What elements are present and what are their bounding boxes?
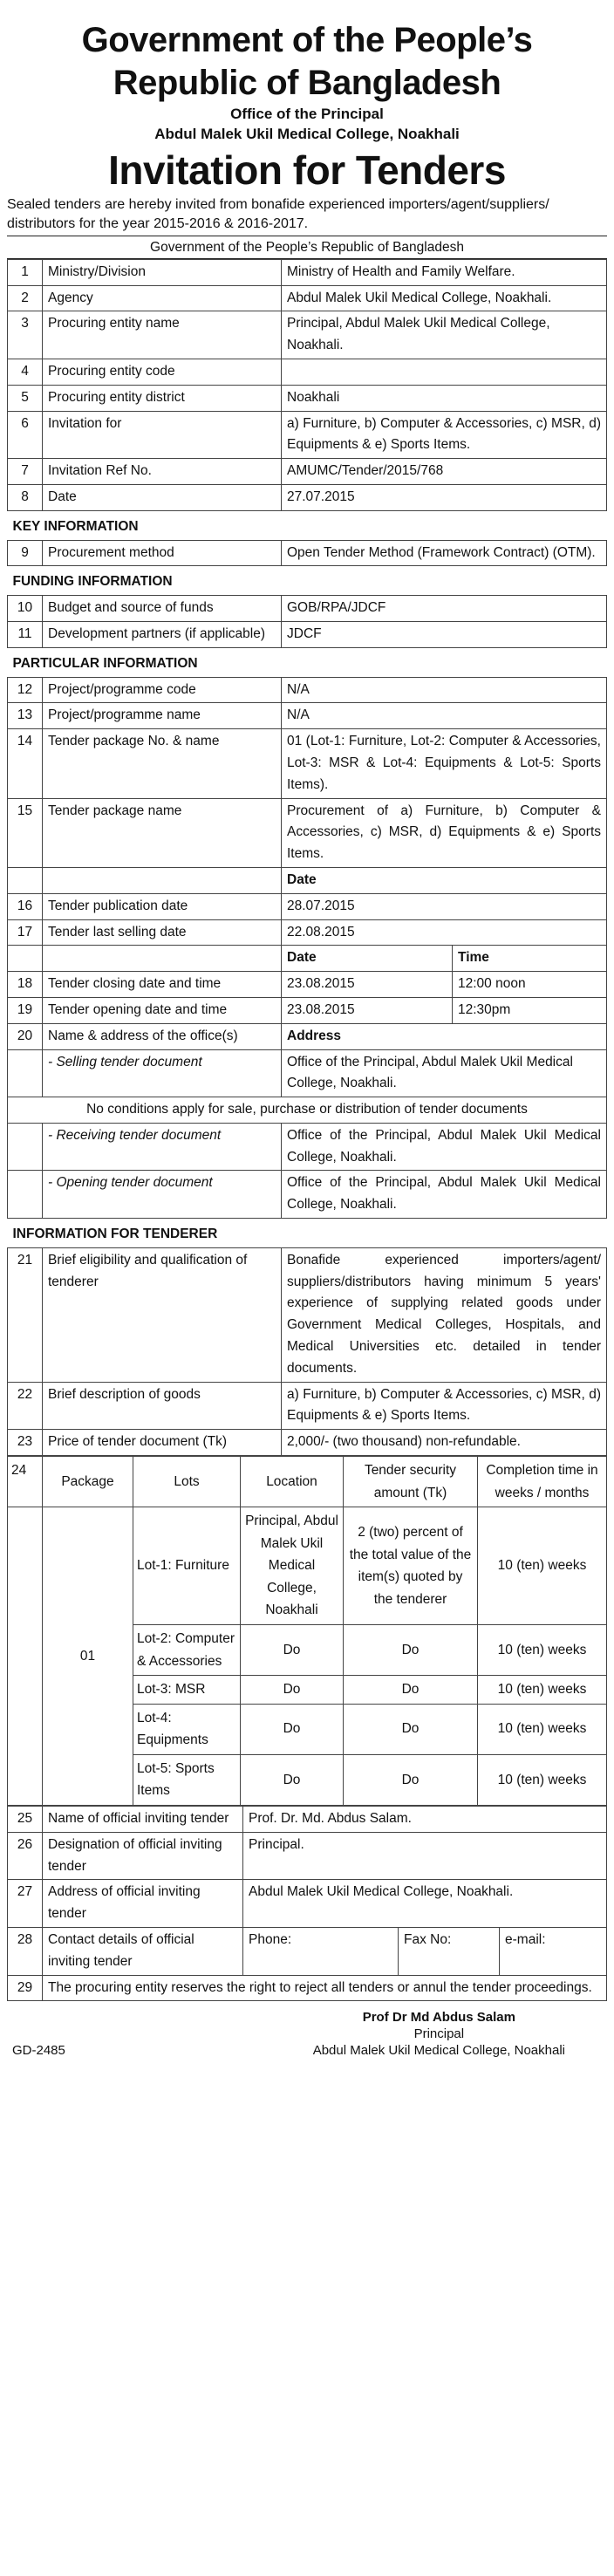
lots-header-completion: Completion time in weeks / months bbox=[478, 1457, 607, 1507]
row-time: 12:00 noon bbox=[453, 972, 607, 998]
table-row bbox=[8, 677, 607, 703]
lot-security: Do bbox=[344, 1754, 478, 1805]
table-row bbox=[8, 1927, 607, 1975]
government-title-line2: Republic of Bangladesh bbox=[113, 63, 501, 102]
lot-name: Lot-3: MSR bbox=[133, 1676, 241, 1705]
table-row bbox=[8, 385, 607, 411]
row-number: 11 bbox=[8, 621, 43, 647]
gd-number: GD-2485 bbox=[12, 2043, 65, 2059]
office-line2: Abdul Malek Ukil Medical College, Noakhali bbox=[154, 125, 460, 142]
table-row bbox=[8, 1023, 607, 1049]
row-number: 7 bbox=[8, 459, 43, 485]
section-heading: INFORMATION FOR TENDERER bbox=[8, 1219, 607, 1248]
row-number: 10 bbox=[8, 596, 43, 622]
signatory-name: Prof Dr Md Abdus Salam bbox=[362, 2010, 515, 2026]
lots-header-lots: Lots bbox=[133, 1457, 241, 1507]
page-title: Invitation for Tenders bbox=[108, 147, 506, 194]
lot-location: Do bbox=[241, 1676, 344, 1705]
row-value: 01 (Lot-1: Furniture, Lot-2: Computer & Accessories, Lot-3: MSR & Lot-4: Equipments & Lot-5: Sports Items). bbox=[282, 729, 607, 798]
row-number: 14 bbox=[8, 729, 43, 798]
row-label: Brief eligibility and qualification of tenderer bbox=[43, 1247, 282, 1382]
signature-area bbox=[7, 2006, 607, 2085]
lot-security: Do bbox=[344, 1704, 478, 1754]
table-row bbox=[8, 1430, 607, 1456]
lots-header-row bbox=[8, 1457, 607, 1507]
row-value: a) Furniture, b) Computer & Accessories, c) MSR, d) Equipments & e) Sports Items. bbox=[282, 411, 607, 459]
table-row bbox=[8, 484, 607, 510]
lot-name: Lot-5: Sports Items bbox=[133, 1754, 241, 1805]
section-heading-row bbox=[8, 510, 607, 540]
government-bar: Government of the People’s Republic of Bangladesh bbox=[7, 236, 607, 259]
government-title-line1: Government of the People’s bbox=[81, 21, 533, 59]
contact-email: e-mail: bbox=[500, 1927, 607, 1975]
row-label: Invitation Ref No. bbox=[43, 459, 282, 485]
lot-completion: 10 (ten) weeks bbox=[478, 1676, 607, 1705]
package-number: 01 bbox=[43, 1507, 133, 1806]
table-row bbox=[8, 411, 607, 459]
row-number: 26 bbox=[8, 1832, 43, 1880]
row-label: Procuring entity code bbox=[43, 359, 282, 385]
lots-header-location: Location bbox=[241, 1457, 344, 1507]
row-value: 28.07.2015 bbox=[282, 893, 607, 919]
row-number: 9 bbox=[8, 540, 43, 566]
table-row bbox=[8, 1507, 607, 1625]
row-label: - Selling tender document bbox=[43, 1049, 282, 1097]
row-value: GOB/RPA/JDCF bbox=[282, 596, 607, 622]
row-label: Tender package name bbox=[43, 798, 282, 867]
row-label: Date bbox=[43, 484, 282, 510]
section-heading: KEY INFORMATION bbox=[8, 510, 607, 540]
row-label: Procuring entity name bbox=[43, 311, 282, 359]
row-number: 22 bbox=[8, 1382, 43, 1430]
row-number: 1 bbox=[8, 259, 43, 285]
contact-phone: Phone: bbox=[243, 1927, 399, 1975]
official-info-table bbox=[7, 1806, 607, 2001]
row-number: 3 bbox=[8, 311, 43, 359]
lot-name: Lot-2: Computer & Accessories bbox=[133, 1624, 241, 1675]
row-label: Price of tender document (Tk) bbox=[43, 1430, 282, 1456]
address-column-heading: Address bbox=[282, 1023, 607, 1049]
row-value: JDCF bbox=[282, 621, 607, 647]
row-label: Tender last selling date bbox=[43, 919, 282, 946]
row-value: The procuring entity reserves the right to reject all tenders or annul the tender proceedings. bbox=[43, 1975, 607, 2001]
row-value: Noakhali bbox=[282, 385, 607, 411]
row-value: N/A bbox=[282, 677, 607, 703]
table-row bbox=[8, 867, 607, 893]
row-label: Name & address of the office(s) bbox=[43, 1023, 282, 1049]
row-label: Budget and source of funds bbox=[43, 596, 282, 622]
row-value: Ministry of Health and Family Welfare. bbox=[282, 259, 607, 285]
table-row bbox=[8, 798, 607, 867]
row-number: 5 bbox=[8, 385, 43, 411]
row-label: Procurement method bbox=[43, 540, 282, 566]
row-number: 13 bbox=[8, 703, 43, 729]
row-number: 12 bbox=[8, 677, 43, 703]
office-line1: Office of the Principal bbox=[230, 105, 384, 122]
government-title bbox=[7, 19, 607, 105]
table-row bbox=[8, 285, 607, 311]
row-label: - Receiving tender document bbox=[43, 1123, 282, 1171]
date-column-heading: Date bbox=[282, 946, 453, 972]
row-number: 6 bbox=[8, 411, 43, 459]
row-value: 27.07.2015 bbox=[282, 484, 607, 510]
row-number: 29 bbox=[8, 1975, 43, 2001]
lot-completion: 10 (ten) weeks bbox=[478, 1507, 607, 1625]
table-row bbox=[8, 1880, 607, 1928]
table-row bbox=[8, 946, 607, 972]
table-row bbox=[8, 1247, 607, 1382]
row-value: Open Tender Method (Framework Contract) (OTM). bbox=[282, 540, 607, 566]
row-label: Tender package No. & name bbox=[43, 729, 282, 798]
lot-location: Do bbox=[241, 1624, 344, 1675]
table-row bbox=[8, 1975, 607, 2001]
row-label: Tender publication date bbox=[43, 893, 282, 919]
row-value: Principal. bbox=[243, 1832, 607, 1880]
lots-header-package: Package bbox=[43, 1457, 133, 1507]
table-row bbox=[8, 1806, 607, 1832]
table-row bbox=[8, 919, 607, 946]
row-value: Office of the Principal, Abdul Malek Ukil Medical College, Noakhali. bbox=[282, 1123, 607, 1171]
row-label: Project/programme name bbox=[43, 703, 282, 729]
table-row bbox=[8, 1049, 607, 1097]
row-number: 16 bbox=[8, 893, 43, 919]
row-number: 15 bbox=[8, 798, 43, 867]
lot-name: Lot-4: Equipments bbox=[133, 1704, 241, 1754]
row-number: 17 bbox=[8, 919, 43, 946]
row-date: 23.08.2015 bbox=[282, 997, 453, 1023]
row-number: 21 bbox=[8, 1247, 43, 1382]
row-value: 2,000/- (two thousand) non-refundable. bbox=[282, 1430, 607, 1456]
row-label: Address of official inviting tender bbox=[43, 1880, 243, 1928]
row-number: 19 bbox=[8, 997, 43, 1023]
tender-info-table bbox=[7, 259, 607, 1456]
row-number: 20 bbox=[8, 1023, 43, 1049]
row-label: - Opening tender document bbox=[43, 1171, 282, 1219]
row-value: Prof. Dr. Md. Abdus Salam. bbox=[243, 1806, 607, 1832]
row-time: 12:30pm bbox=[453, 997, 607, 1023]
section-heading: FUNDING INFORMATION bbox=[8, 566, 607, 596]
lot-name: Lot-1: Furniture bbox=[133, 1507, 241, 1625]
lot-completion: 10 (ten) weeks bbox=[478, 1754, 607, 1805]
row-number: 28 bbox=[8, 1927, 43, 1975]
lot-completion: 10 (ten) weeks bbox=[478, 1704, 607, 1754]
row-label: Name of official inviting tender bbox=[43, 1806, 243, 1832]
lot-location: Do bbox=[241, 1704, 344, 1754]
row-value: Office of the Principal, Abdul Malek Ukil Medical College, Noakhali. bbox=[282, 1049, 607, 1097]
table-row bbox=[8, 1382, 607, 1430]
table-row bbox=[8, 596, 607, 622]
table-row bbox=[8, 1832, 607, 1880]
row-number: 2 bbox=[8, 285, 43, 311]
row-value: Principal, Abdul Malek Ukil Medical College, Noakhali. bbox=[282, 311, 607, 359]
lot-location: Do bbox=[241, 1754, 344, 1805]
row-value: Office of the Principal, Abdul Malek Ukil Medical College, Noakhali. bbox=[282, 1171, 607, 1219]
row-value: Abdul Malek Ukil Medical College, Noakhali. bbox=[243, 1880, 607, 1928]
date-column-heading: Date bbox=[282, 867, 607, 893]
table-row bbox=[8, 459, 607, 485]
row-value bbox=[282, 359, 607, 385]
row-label: Tender closing date and time bbox=[43, 972, 282, 998]
row-label: Agency bbox=[43, 285, 282, 311]
row-number: 8 bbox=[8, 484, 43, 510]
row-label: Procuring entity district bbox=[43, 385, 282, 411]
lots-table bbox=[7, 1456, 607, 1806]
table-row bbox=[8, 311, 607, 359]
row-label: Brief description of goods bbox=[43, 1382, 282, 1430]
lot-security: 2 (two) percent of the total value of the item(s) quoted by the tenderer bbox=[344, 1507, 478, 1625]
table-row bbox=[8, 972, 607, 998]
section-heading-row bbox=[8, 647, 607, 677]
row-number: 27 bbox=[8, 1880, 43, 1928]
row-number: 24 bbox=[8, 1457, 43, 1507]
time-column-heading: Time bbox=[453, 946, 607, 972]
section-heading-row bbox=[8, 566, 607, 596]
section-heading-row bbox=[8, 1219, 607, 1248]
no-conditions-note: No conditions apply for sale, purchase or distribution of tender documents bbox=[8, 1097, 607, 1124]
intro-paragraph: Sealed tenders are hereby invited from bonafide experienced importers/agent/suppliers/ distributors for the year 2015-2016 & 2016-2017. bbox=[7, 197, 549, 231]
section-heading: PARTICULAR INFORMATION bbox=[8, 647, 607, 677]
lot-security: Do bbox=[344, 1676, 478, 1705]
row-date: 23.08.2015 bbox=[282, 972, 453, 998]
table-row bbox=[8, 359, 607, 385]
table-row bbox=[8, 729, 607, 798]
row-value: a) Furniture, b) Computer & Accessories, c) MSR, d) Equipments & e) Sports Items. bbox=[282, 1382, 607, 1430]
row-value: Abdul Malek Ukil Medical College, Noakhali. bbox=[282, 285, 607, 311]
lot-completion: 10 (ten) weeks bbox=[478, 1624, 607, 1675]
table-row bbox=[8, 540, 607, 566]
row-label: Invitation for bbox=[43, 411, 282, 459]
row-label: Contact details of official inviting tender bbox=[43, 1927, 243, 1975]
row-label: Tender opening date and time bbox=[43, 997, 282, 1023]
signature-block bbox=[313, 2010, 565, 2059]
row-label: Project/programme code bbox=[43, 677, 282, 703]
row-value: N/A bbox=[282, 703, 607, 729]
row-label: Ministry/Division bbox=[43, 259, 282, 285]
table-row bbox=[8, 1171, 607, 1219]
row-label: Development partners (if applicable) bbox=[43, 621, 282, 647]
row-value: Procurement of a) Furniture, b) Computer & Accessories, c) MSR, d) Equipments & e) Sports Items. bbox=[282, 798, 607, 867]
row-number: 4 bbox=[8, 359, 43, 385]
signatory-institution: Abdul Malek Ukil Medical College, Noakhali bbox=[312, 2042, 565, 2058]
row-label: Designation of official inviting tender bbox=[43, 1832, 243, 1880]
lots-header-security: Tender security amount (Tk) bbox=[344, 1457, 478, 1507]
lot-security: Do bbox=[344, 1624, 478, 1675]
table-row bbox=[8, 703, 607, 729]
contact-fax: Fax No: bbox=[399, 1927, 500, 1975]
table-row bbox=[8, 1097, 607, 1124]
signatory-designation: Principal bbox=[413, 2026, 465, 2042]
row-value: Bonafide experienced importers/agent/ suppliers/distributors having minimum 5 years' experience of supplying related goods under Government Medical Colleges, Hospitals, and Medical Universities etc. detailed in tender documents. bbox=[282, 1247, 607, 1382]
table-row bbox=[8, 893, 607, 919]
row-number: 25 bbox=[8, 1806, 43, 1832]
table-row bbox=[8, 997, 607, 1023]
row-number: 23 bbox=[8, 1430, 43, 1456]
row-value: AMUMC/Tender/2015/768 bbox=[282, 459, 607, 485]
row-number: 18 bbox=[8, 972, 43, 998]
lot-location: Principal, Abdul Malek Ukil Medical College, Noakhali bbox=[241, 1507, 344, 1625]
office-heading bbox=[7, 105, 607, 145]
table-row bbox=[8, 621, 607, 647]
row-value: 22.08.2015 bbox=[282, 919, 607, 946]
table-row bbox=[8, 259, 607, 285]
table-row bbox=[8, 1123, 607, 1171]
